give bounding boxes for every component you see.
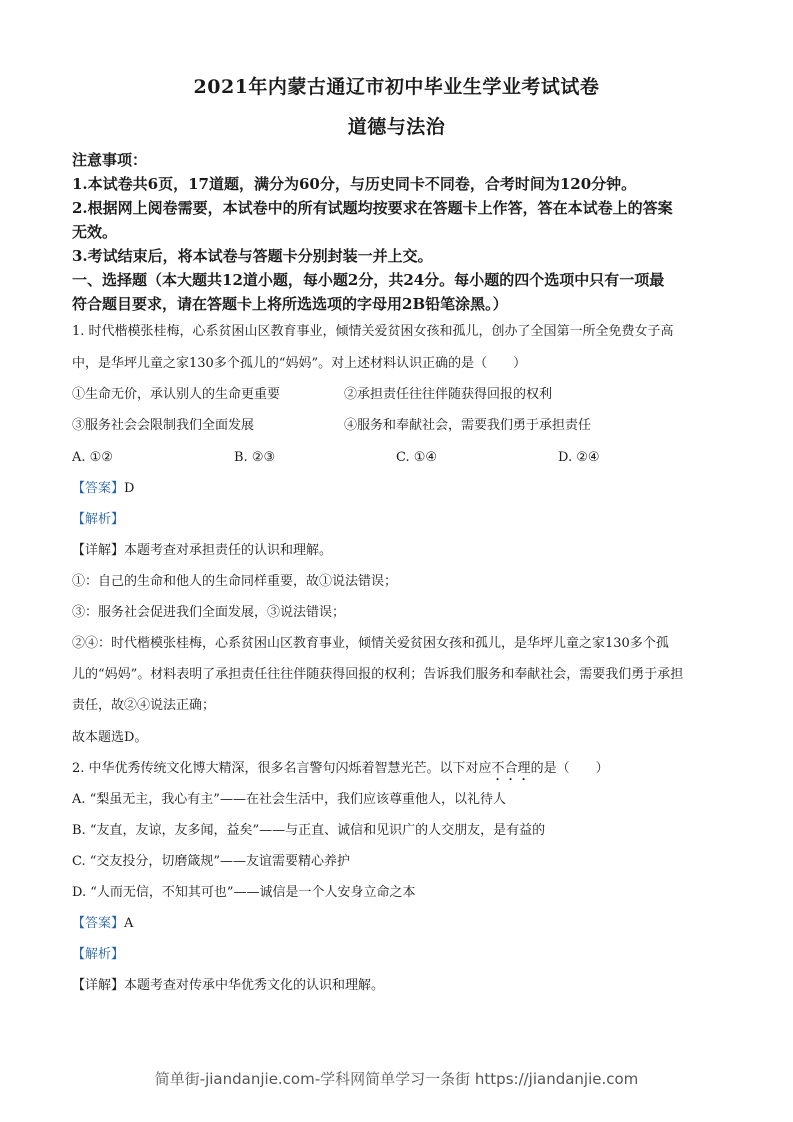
q2-stem-pre: 2. 中华优秀传统文化博大精深，很多名言警句闪烁着智慧光芒。以下对应 (72, 761, 492, 776)
exam-title: 2021年内蒙古通辽市初中毕业生学业考试试卷 (193, 76, 600, 98)
notice-item-1: 1.本试卷共6页，17道题，满分为60分，与历史同卡不同卷，合考时间为120分钟。 (72, 175, 637, 193)
exam-subject: 道德与法治 (347, 116, 446, 138)
q1-statement-4: ④服务和奉献社会，需要我们勇于承担责任 (344, 418, 592, 433)
q1-stem-line2: 中，是华坪儿童之家130多个孤儿的“妈妈”。对上述材料认识正确的是（ ） (72, 356, 527, 371)
notice-item-3: 3.考试结束后，将本试卷与答题卡分别封装一并上交。 (72, 247, 433, 265)
q2-answer (72, 914, 724, 934)
notice-item-2a: 2.根据网上阅卷需要，本试卷中的所有试题均按要求在答题卡上作答，答在本试卷上的答案 (72, 199, 673, 217)
section-heading-1: 一、选择题（本大题共12道小题，每小题2分，共24分。每小题的四个选项中只有一项最 (72, 271, 665, 289)
q1-detail (72, 541, 724, 561)
q1-statement-2: ②承担责任往往伴随获得回报的权利 (344, 387, 553, 402)
detail-text: 本题考查对传承中华优秀文化的认识和理解。 (124, 978, 385, 993)
q1-explain-2: ③：服务社会促进我们全面发展，③说法错误； (72, 605, 346, 620)
q1-answer (72, 479, 724, 499)
q2-analysis (72, 945, 724, 965)
analysis-tag: 【解析】 (72, 947, 125, 962)
q1-conclusion: 故本题选D。 (72, 730, 148, 745)
q1-option-d: D. ②④ (558, 450, 600, 465)
q1-option-b: B. ②③ (234, 450, 276, 465)
q2-stem-emphasis: 不合理 (491, 761, 531, 776)
q2-detail (72, 976, 724, 996)
q1-statement-1: ①生命无价，承认别人的生命更重要 (72, 387, 281, 402)
q2-option-c: C. “交友投分，切磨箴规”——友谊需要精心养护 (72, 854, 351, 869)
q2-stem-post: 的是（ ） (530, 761, 609, 776)
notice-item-2b: 无效。 (72, 223, 118, 241)
section-heading-2: 符合题目要求，请在答题卡上将所选选项的字母用2B铅笔涂黑。） (72, 295, 508, 313)
detail-text: 本题考查对承担责任的认识和理解。 (124, 543, 333, 558)
answer-value: D (124, 481, 135, 496)
detail-tag: 【详解】 (72, 543, 125, 558)
answer-tag: 【答案】 (72, 481, 125, 496)
q2-stem (72, 759, 724, 784)
q1-stem-line1: 1. 时代楷模张桂梅，心系贫困山区教育事业，倾情关爱贫困女孩和孤儿，创办了全国第一所全免费女子高 (72, 324, 674, 339)
detail-tag: 【详解】 (72, 978, 125, 993)
q1-explain-3c: 责任，故②④说法正确； (72, 698, 216, 713)
footer-watermark-link[interactable]: 简单街-jiandanjie.com-学科网简单学习一条街 https://jiandanjie.com (154, 1070, 639, 1088)
q2-option-b: B. “友直，友谅，友多闻，益矣”——与正直、诚信和见识广的人交朋友，是有益的 (72, 823, 546, 838)
q1-explain-3b: 儿的“妈妈”。材料表明了承担责任往往伴随获得回报的权利；告诉我们服务和奉献社会，需要我们勇于承担 (72, 667, 684, 682)
answer-tag: 【答案】 (72, 916, 125, 931)
q2-option-d: D. “人而无信，不知其可也”——诚信是一个人安身立命之本 (72, 885, 416, 900)
q1-option-a: A. ①② (72, 450, 113, 465)
q1-option-c: C. ①④ (396, 450, 438, 465)
q1-explain-3a: ②④：时代楷模张桂梅，心系贫困山区教育事业，倾情关爱贫困女孩和孤儿，是华坪儿童之家130多个孤 (72, 636, 669, 651)
q1-explain-1: ①：自己的生命和他人的生命同样重要，故①说法错误； (72, 574, 398, 589)
analysis-tag: 【解析】 (72, 512, 125, 527)
answer-value: A (124, 916, 134, 931)
notice-heading: 注意事项： (72, 151, 148, 169)
q1-analysis (72, 510, 724, 530)
q1-statement-3: ③服务社会会限制我们全面发展 (72, 418, 255, 433)
q2-option-a: A. “梨虽无主，我心有主”——在社会生活中，我们应该尊重他人，以礼待人 (72, 792, 506, 807)
